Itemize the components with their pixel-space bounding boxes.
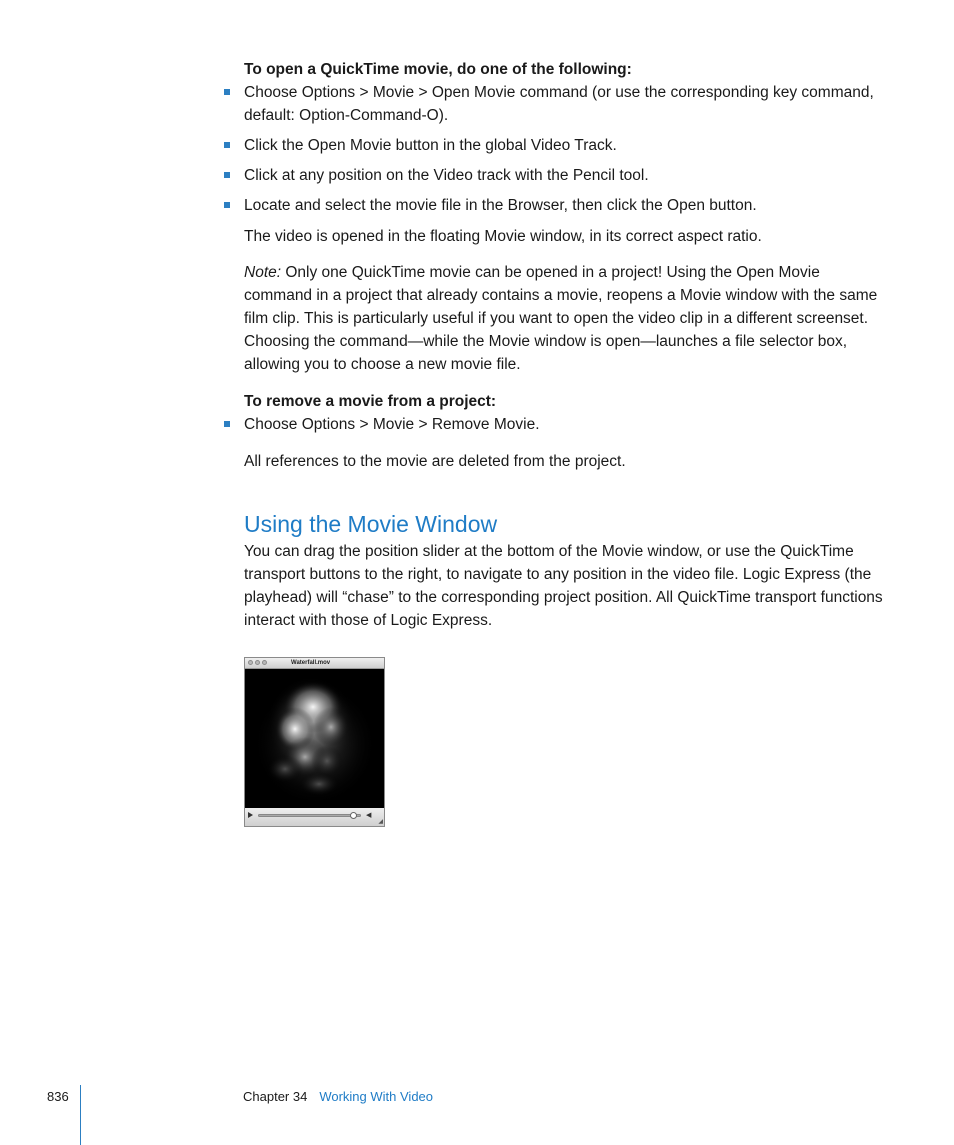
minimize-icon[interactable] bbox=[255, 660, 260, 665]
list-item-text: Choose Options > Movie > Remove Movie. bbox=[244, 416, 540, 433]
bullet-icon bbox=[224, 421, 230, 427]
note-label: Note: bbox=[244, 264, 282, 281]
list-item-text: Click the Open Movie button in the global Video Track. bbox=[244, 137, 617, 154]
list-item bbox=[224, 134, 884, 157]
page-number: 836 bbox=[47, 1089, 69, 1104]
list-item bbox=[224, 81, 884, 127]
note-text: Only one QuickTime movie can be opened in a project! Using the Open Movie command in a project that already contains a movie, reopens a Movie window with the same film clip. This is particularly useful if you want to open the video clip in a different screenset. Choosing the command—while the Movie window is open—launches a file selector box, allowing you to choose a new movie file. bbox=[244, 264, 878, 373]
list-item bbox=[224, 413, 884, 436]
result-text-open: The video is opened in the floating Movie window, in its correct aspect ratio. bbox=[244, 228, 762, 245]
play-icon[interactable] bbox=[248, 812, 253, 818]
bullet-icon bbox=[224, 172, 230, 178]
bullet-icon bbox=[224, 202, 230, 208]
movie-window bbox=[244, 657, 385, 827]
chapter-title: Working With Video bbox=[319, 1089, 434, 1104]
volume-icon[interactable]: ◀ bbox=[366, 812, 372, 819]
list-item-text: Click at any position on the Video track with the Pencil tool. bbox=[244, 167, 649, 184]
bullet-icon bbox=[224, 142, 230, 148]
resize-icon[interactable]: ◢ bbox=[378, 819, 383, 825]
video-frame bbox=[245, 669, 384, 808]
waterfall-image bbox=[245, 669, 384, 808]
chapter-label: Chapter 34 bbox=[243, 1089, 308, 1104]
footer-chapter bbox=[243, 1089, 433, 1105]
section-heading-remove-movie: To remove a movie from a project: bbox=[244, 393, 497, 410]
zoom-icon[interactable] bbox=[262, 660, 267, 665]
position-slider[interactable] bbox=[258, 814, 361, 817]
movie-controls bbox=[245, 808, 384, 826]
bullet-icon bbox=[224, 89, 230, 95]
section-title: Using the Movie Window bbox=[244, 511, 498, 537]
section-body: You can drag the position slider at the bottom of the Movie window, or use the QuickTime transport buttons to the right, to navigate to any position in the video file. Logic Express (the playhead) will “chase” to the corresponding project position. All QuickTime transport functions interact with those of Logic Express. bbox=[244, 543, 883, 629]
movie-window-titlebar[interactable] bbox=[245, 658, 384, 669]
list-item bbox=[224, 164, 884, 187]
note-paragraph bbox=[244, 261, 884, 376]
list-item bbox=[224, 194, 884, 217]
position-slider-handle[interactable] bbox=[350, 812, 357, 819]
list-item-text: Locate and select the movie file in the Browser, then click the Open button. bbox=[244, 197, 757, 214]
movie-window-title: Waterfall.mov bbox=[291, 660, 331, 666]
section-heading-open-movie: To open a QuickTime movie, do one of the following: bbox=[244, 61, 632, 78]
footer-divider bbox=[80, 1085, 81, 1145]
close-icon[interactable] bbox=[248, 660, 253, 665]
result-text-remove: All references to the movie are deleted from the project. bbox=[244, 453, 626, 470]
list-item-text: Choose Options > Movie > Open Movie command (or use the corresponding key command, default: Option-Command-O). bbox=[244, 84, 874, 124]
